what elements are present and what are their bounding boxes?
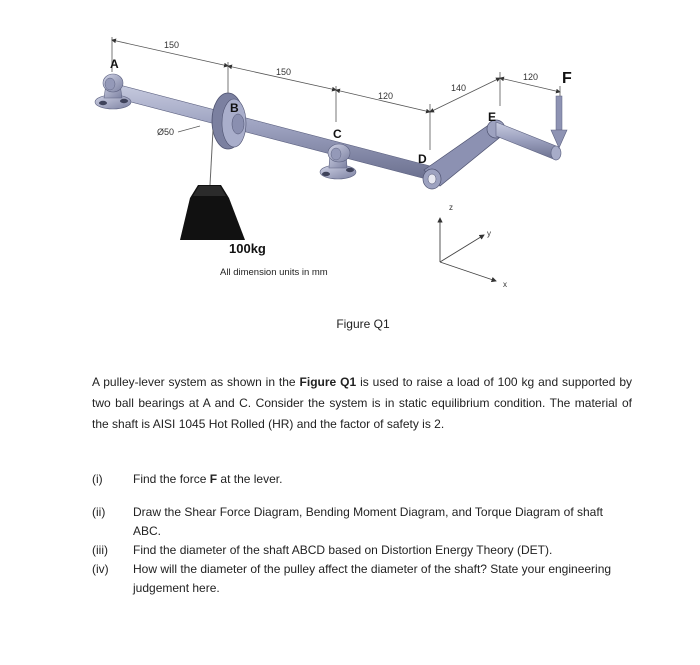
problem-intro-before: A pulley-lever system as shown in the	[92, 375, 296, 389]
question-text: Draw the Shear Force Diagram, Bending Moment Diagram, and Torque Diagram of shaft ABC.	[133, 505, 603, 538]
problem-intro-after: is used to raise a load of 100 kg and supported by two ball bearings at A and C. Consider the system is in static equilibrium condition. The material of the shaft is AISI 1045 Hot Rolled (HR) and the factor of safety is 2.	[92, 375, 633, 431]
mass-label: 100kg	[229, 241, 266, 256]
units-note: All dimension units in mm	[220, 267, 328, 278]
question-bold-term: F	[209, 472, 218, 486]
question-item	[92, 470, 612, 489]
question-item	[92, 541, 612, 560]
point-e-label: E	[488, 110, 497, 124]
question-number: (ii)	[92, 505, 106, 519]
axis-x-label: x	[503, 280, 507, 289]
point-c-label: C	[333, 127, 342, 141]
dim-cd-label: 120	[378, 91, 394, 101]
question-number: (iv)	[92, 562, 109, 576]
lever-de	[423, 120, 505, 189]
pulley-b	[210, 93, 246, 185]
question-item	[92, 503, 612, 541]
question-text-after: at the lever.	[220, 472, 283, 486]
output-shaft	[496, 122, 561, 160]
dim-de-label: 140	[451, 83, 467, 93]
weight-block	[180, 185, 245, 240]
diameter-leader	[178, 126, 200, 132]
dim-ab-label: 150	[164, 40, 180, 50]
question-text	[133, 470, 612, 489]
force-f-label: F	[562, 70, 572, 87]
dim-bc-label: 150	[276, 67, 292, 77]
question-text-before: Find the force	[133, 472, 207, 486]
question-list	[92, 470, 612, 598]
axis-y-label: y	[487, 229, 491, 238]
problem-statement	[92, 372, 632, 435]
question-item	[92, 560, 612, 598]
figure-caption	[0, 317, 700, 331]
point-d-label: D	[418, 152, 427, 166]
point-a-label: A	[110, 57, 119, 71]
figure-caption-text: Figure Q1	[336, 317, 390, 331]
dim-ef-label: 120	[523, 72, 539, 82]
question-text: Find the diameter of the shaft ABCD based on Distortion Energy Theory (DET).	[133, 543, 553, 557]
question-number: (i)	[92, 472, 103, 486]
diameter-label: Ø50	[157, 127, 175, 137]
axis-z-label: z	[449, 203, 453, 212]
coordinate-axes	[440, 218, 496, 281]
question-number: (iii)	[92, 543, 108, 557]
problem-figure-ref: Figure Q1	[299, 375, 357, 389]
question-text: How will the diameter of the pulley affect the diameter of the shaft? State your engineering judgement here.	[133, 562, 612, 595]
force-arrow	[551, 96, 567, 148]
point-b-label: B	[230, 101, 239, 115]
